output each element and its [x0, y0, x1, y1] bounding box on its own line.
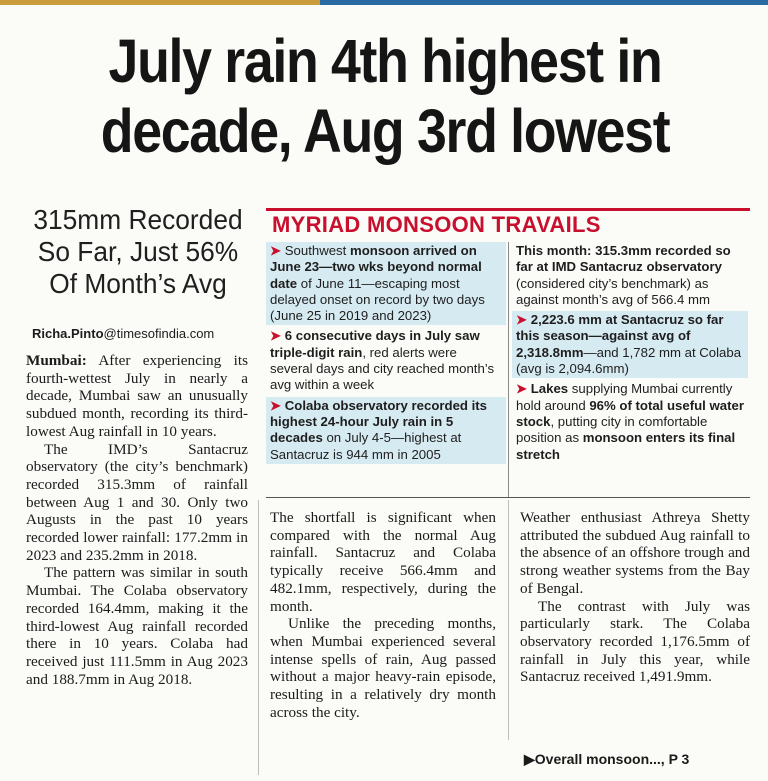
fact-bold: monsoon enters its final stretch — [516, 430, 736, 462]
paragraph: Weather enthusiast Athreya Shetty attributed the subdued Aug rainfall to the absence of an offshore trough and strong weather systems from the Bay of Bengal. — [520, 509, 750, 597]
fact-text: of June 11—escaping most delayed onset on record by two days (June 25 in 2019 and 2023) — [270, 275, 485, 324]
fact-box — [266, 208, 750, 498]
fact-bold: monsoon arrived on June 23—two wks beyond normal date — [270, 243, 482, 291]
fact-box-right-column — [512, 242, 748, 466]
arrow-icon: ➤ — [516, 312, 528, 328]
fact-text: Southwest — [284, 243, 350, 258]
fact-box-bottom-rule — [266, 497, 750, 498]
fact-box-divider — [508, 242, 509, 498]
fact-bold: Lakes — [530, 381, 569, 397]
column-divider — [258, 500, 259, 775]
article-column-2 — [270, 509, 496, 721]
paragraph — [26, 352, 248, 441]
paragraph: Unlike the preceding months, when Mumbai experienced several intense spells of rain, Aug passed without a major heavy-rain episode, resulting in a relatively dry month across the city. — [270, 615, 496, 721]
fact-text: , putting city in comfortable position as — [516, 413, 708, 446]
article-column-1 — [26, 352, 248, 688]
paragraph: The contrast with July was particularly stark. The Colaba observatory recorded 1,176.5mm of rainfall in July this year, while Santacruz received 1,491.9mm. — [520, 597, 750, 686]
fact-item — [266, 242, 506, 325]
column-divider — [508, 500, 509, 740]
arrow-icon: ➤ — [516, 381, 528, 397]
paragraph: The IMD’s Santacruz observatory (the city’s benchmark) recorded 315.3mm of rainfall between Aug 1 and 30. Only two Augusts in the past 10 years recorded lower rainfall: 177.2mm in 2023 and 235.2mm in 2018. — [26, 440, 248, 564]
fact-item — [266, 327, 506, 394]
fact-box-title: MYRIAD MONSOON TRAVAILS — [266, 208, 750, 236]
fact-bold: 2,223.6 mm at Santacruz so far this season—against avg of 2,318.8mm — [516, 312, 724, 360]
fact-text: supplying Mumbai currently hold around — [516, 381, 733, 413]
fact-text: on July 4-5—highest at Santacruz is 944 mm in 2005 — [270, 430, 462, 462]
byline-name: Richa.Pinto — [32, 326, 104, 341]
fact-text: (considered city’s benchmark) as against month’s avg of 566.4 mm — [516, 275, 711, 307]
fact-bold: 6 consecutive days in July saw triple-digit rain — [270, 328, 480, 360]
continuation-link[interactable]: ▶Overall monsoon..., P 3 — [524, 751, 690, 767]
arrow-icon: ➤ — [270, 243, 282, 258]
headline: July rain 4th highest in decade, Aug 3rd lowest — [100, 27, 670, 165]
article-column-3 — [520, 509, 750, 686]
fact-box-left-column — [266, 242, 506, 466]
fact-item — [512, 311, 748, 378]
fact-item — [512, 380, 748, 463]
byline[interactable] — [32, 326, 214, 341]
fact-bold: 96% of total useful water stock — [516, 397, 744, 429]
paragraph-text: After experiencing its fourth-wettest July in nearly a decade, Mumbai saw an unusually subdued month, recording its third-lowest Aug rainfall in 10 years. — [26, 352, 248, 440]
paragraph: The pattern was similar in south Mumbai. The Colaba observatory recorded 164.4mm, making it the third-lowest Aug rainfall recorded there in 10 years. Colaba had received just 111.5mm in Aug 2023 and 188.7mm in Aug 2018. — [26, 564, 248, 688]
byline-domain: @timesofindia.com — [103, 326, 215, 341]
fact-item — [266, 397, 506, 464]
paragraph: The shortfall is significant when compared with the normal Aug rainfall. Santacruz and Colaba typically receive 566.4mm and 482.1mm, respectively, during the month. — [270, 509, 496, 615]
fact-bold: This month: 315.3mm recorded so far at IMD Santacruz observatory — [516, 243, 731, 275]
arrow-icon: ➤ — [270, 328, 282, 344]
fact-bold: Colaba observatory recorded its highest 24-hour July rain in 5 decades — [270, 397, 488, 446]
arrow-icon: ➤ — [270, 397, 282, 413]
fact-text: —and 1,782 mm at Colaba (avg is 2,094.6mm) — [516, 344, 742, 377]
kicker-subhead: 315mm Recorded So Far, Just 56% Of Month’s Avg — [33, 204, 243, 299]
fact-text: , red alerts were several days and city reached month’s avg within a week — [270, 344, 495, 393]
dateline: Mumbai: — [26, 352, 87, 369]
top-color-bar — [0, 0, 768, 5]
fact-item — [512, 242, 748, 309]
